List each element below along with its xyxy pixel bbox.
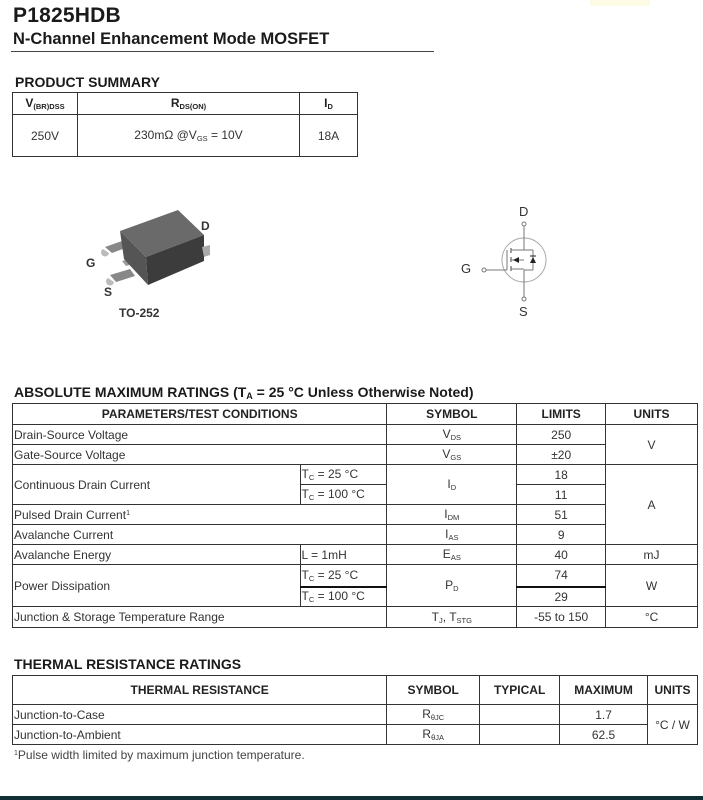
mosfet-schematic-symbol <box>455 198 585 323</box>
package-name: TO-252 <box>119 306 160 320</box>
diode-triangle <box>530 257 536 263</box>
abs-max-table <box>12 403 698 628</box>
source-lead <box>110 269 135 282</box>
thermal-maximum-header: MAXIMUM <box>560 676 648 705</box>
params-header: PARAMETERS/TEST CONDITIONS <box>13 404 387 425</box>
table-row: Gate-Source Voltage $V_{GS}$ ±20 <box>13 445 698 465</box>
gate-terminal <box>482 268 486 272</box>
thermal-units-header: UNITS <box>648 676 698 705</box>
footnote: $^1$Pulse width limited by maximum junction temperature. <box>14 748 305 762</box>
package-body <box>101 210 210 285</box>
table-row: Avalanche Energy L = 1mH $E_{AS}$ 40 mJ <box>13 545 698 565</box>
product-summary-table <box>12 92 358 157</box>
vbr-header: $V_{(BR)DSS}$ <box>13 93 78 115</box>
thermal-typical-header: TYPICAL <box>480 676 560 705</box>
id-header: $I_D$ <box>300 93 358 115</box>
package-pin-s: S <box>104 285 113 299</box>
body-arrow <box>513 257 519 263</box>
limits-header: LIMITS <box>517 404 606 425</box>
part-number: P1825HDB <box>13 4 121 27</box>
schematic-pin-s: S <box>519 304 528 319</box>
bottom-bar <box>0 796 703 800</box>
table-row: Pulsed Drain Current$^1$ $I_{DM}$ 51 <box>13 505 698 525</box>
table-row: Drain-Source Voltage $V_{DS}$ 250 V <box>13 425 698 445</box>
table-row: $T_C = 100$ °C 29 <box>13 587 698 607</box>
top-highlight <box>590 0 650 6</box>
symbol-header: SYMBOL <box>387 404 517 425</box>
units-header: UNITS <box>606 404 698 425</box>
schematic-pin-g: G <box>461 261 472 276</box>
schematic-pin-d: D <box>519 204 529 219</box>
table-row: Junction-to-Case $R_{\theta JC}$ 1.7 °C / W <box>13 705 698 725</box>
thermal-title: THERMAL RESISTANCE RATINGS <box>14 656 242 672</box>
rds-value: 230mΩ $@V_{GS} = 10V$ <box>78 115 300 157</box>
to252-package-drawing <box>80 195 230 330</box>
source-terminal <box>522 297 526 301</box>
device-description: N-Channel Enhancement Mode MOSFET <box>13 30 330 48</box>
table-row: Junction & Storage Temperature Range $T_J$, $T_{STG}$ -55 to 150 °C <box>13 607 698 628</box>
table-row: Avalanche Current $I_{AS}$ 9 <box>13 525 698 545</box>
table-row: $T_C = 100$ °C 11 <box>13 485 698 505</box>
table-row: Continuous Drain Current $T_C = 25$ °C $I_D$ 18 A <box>13 465 698 485</box>
package-pin-d: D <box>201 219 210 233</box>
abs-max-title: ABSOLUTE MAXIMUM RATINGS ($T_A = 25$ °C Unless Otherwise Noted) <box>14 384 474 401</box>
drain-terminal <box>522 222 526 226</box>
vbr-value: 250V <box>13 115 78 157</box>
rds-header: $R_{DS(ON)}$ <box>78 93 300 115</box>
thermal-table <box>12 675 698 745</box>
table-row: Power Dissipation $T_C = 25$ °C $P_D$ 74 W <box>13 565 698 587</box>
product-summary-title: PRODUCT SUMMARY <box>15 74 160 90</box>
package-pin-g: G <box>86 256 96 270</box>
thermal-param-header: THERMAL RESISTANCE <box>13 676 387 705</box>
table-row: Junction-to-Ambient $R_{\theta JA}$ 62.5 <box>13 725 698 745</box>
title-divider <box>11 51 434 52</box>
id-value: 18A <box>300 115 358 157</box>
thermal-symbol-header: SYMBOL <box>387 676 480 705</box>
